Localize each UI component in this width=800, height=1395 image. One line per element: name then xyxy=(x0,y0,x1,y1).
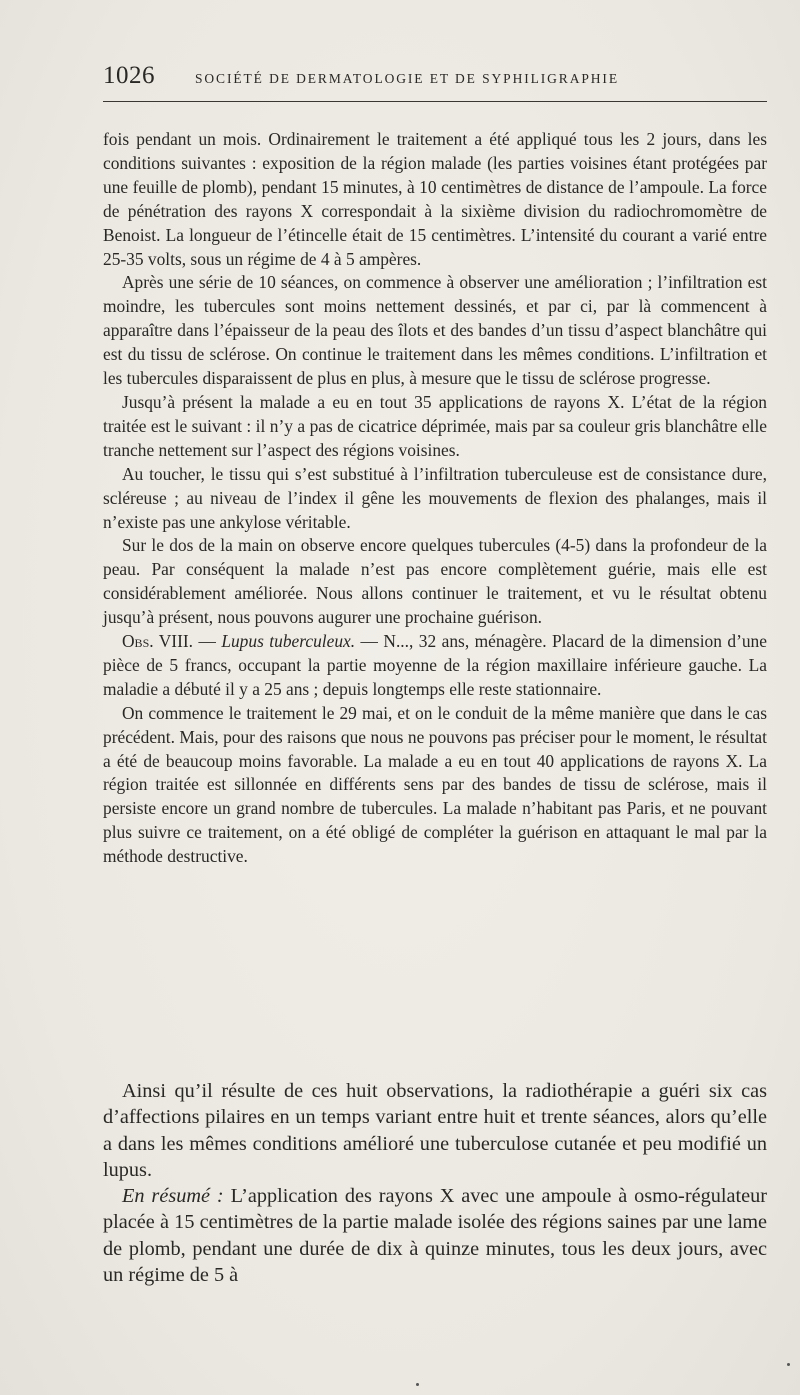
observation-title: Lupus tuberculeux. xyxy=(221,631,356,652)
observation-label: Obs. VIII. xyxy=(122,631,194,652)
observation-paragraph xyxy=(103,630,767,702)
paragraph: Après une série de 10 séances, on commence à observer une amélioration ; l’infiltration est moindre, les tubercules sont moins nettement dessinés, et par ci, par là commencent à apparaître dans l’épaisseur de la peau des îlots et des bandes d’un tissu d’aspect blanchâtre qui est du tissu de sclérose. On continue le traitement dans les mêmes conditions. L’infiltration et les tubercules disparaissent de plus en plus, à mesure que le tissu de sclérose progresse. xyxy=(103,272,767,389)
main-text-large xyxy=(103,1078,767,1288)
observation-text: — N..., 32 ans, ménagère. Placard de la dimension d’une pièce de 5 francs, occupant la partie moyenne de la région maxillaire inférieure gauche. La maladie a débuté il y a 25 ans ; depuis longtemps elle reste stationnaire. xyxy=(103,631,767,699)
paragraph: fois pendant un mois. Ordinairement le traitement a été appliqué tous les 2 jours, dans les conditions suivantes : exposition de la région malade (les parties voisines étant protégées par une feuille de plomb), pendant 15 minutes, à 10 centimètres de distance de l’ampoule. La force de pénétration des rayons X correspondait à la sixième division du radiochromomètre de Benoist. La longueur de l’étincelle était de 15 centimètres. L’intensité du courant a varié entre 25-35 volts, sous un régime de 4 à 5 ampères. xyxy=(103,129,767,269)
resume-paragraph xyxy=(103,1183,767,1288)
page-number: 1026 xyxy=(103,62,155,89)
paragraph: Jusqu’à présent la malade a eu en tout 35 applications de rayons X. L’état de la région traitée est le suivant : il n’y a pas de cicatrice déprimée, mais par sa couleur gris blanchâtre elle tranche nettement sur l’aspect des régions voisines. xyxy=(103,391,767,460)
page-speck xyxy=(416,1383,419,1386)
paragraph: Ainsi qu’il résulte de ces huit observations, la radiothérapie a guéri six cas d’affections pilaires en un temps variant entre huit et trente séances, alors qu’elle a dans les mêmes conditions amélioré une tuberculose cutanée et peu modifié un lupus. xyxy=(103,1080,767,1181)
paragraph: Au toucher, le tissu qui s’est substitué à l’infiltration tuberculeuse est de consistance dure, scléreuse ; au niveau de l’index il gêne les mouvements de flexion des phalanges, mais il n’existe pas une ankylose véritable. xyxy=(103,463,767,532)
main-text-small xyxy=(103,128,767,869)
header-rule xyxy=(103,101,767,102)
paragraph: On commence le traitement le 29 mai, et on le conduit de la même manière que dans le cas précédent. Mais, pour des raisons que nous ne pouvons pas préciser pour le moment, le résultat a été de beaucoup moins favorable. La malade a eu en tout 40 applications de rayons X. La région traitée est sillonnée en différents sens par des bandes de tissu de sclérose, mais il persiste encore un grand nombre de tubercules. La malade n’habitant pas Paris, et ne pouvant plus suivre ce traitement, on a été obligé de compléter la guérison en attaquant le mal par la méthode destructive. xyxy=(103,702,767,867)
paragraph: Sur le dos de la main on observe encore quelques tubercules (4-5) dans la profondeur de la peau. Par conséquent la malade n’est pas encore complètement guérie, mais elle est considérablement améliorée. Nous allons continuer le traitement, et vu le résultat obtenu jusqu’à présent, nous pouvons augurer une prochaine guérison. xyxy=(103,535,767,628)
page-speck xyxy=(787,1363,790,1366)
resume-text: L’application des rayons X avec une ampoule à osmo-régulateur placée à 15 centimètres de la partie malade isolée des régions saines par une lame de plomb, pendant une durée de dix à quinze minutes, tous les deux jours, avec un régime de 5 à xyxy=(103,1185,768,1287)
page-header xyxy=(103,62,767,94)
resume-label: En résumé : xyxy=(122,1185,224,1208)
running-head: SOCIÉTÉ DE DERMATOLOGIE ET DE SYPHILIGRAPHIE xyxy=(195,71,619,86)
observation-dash: — xyxy=(198,631,216,652)
